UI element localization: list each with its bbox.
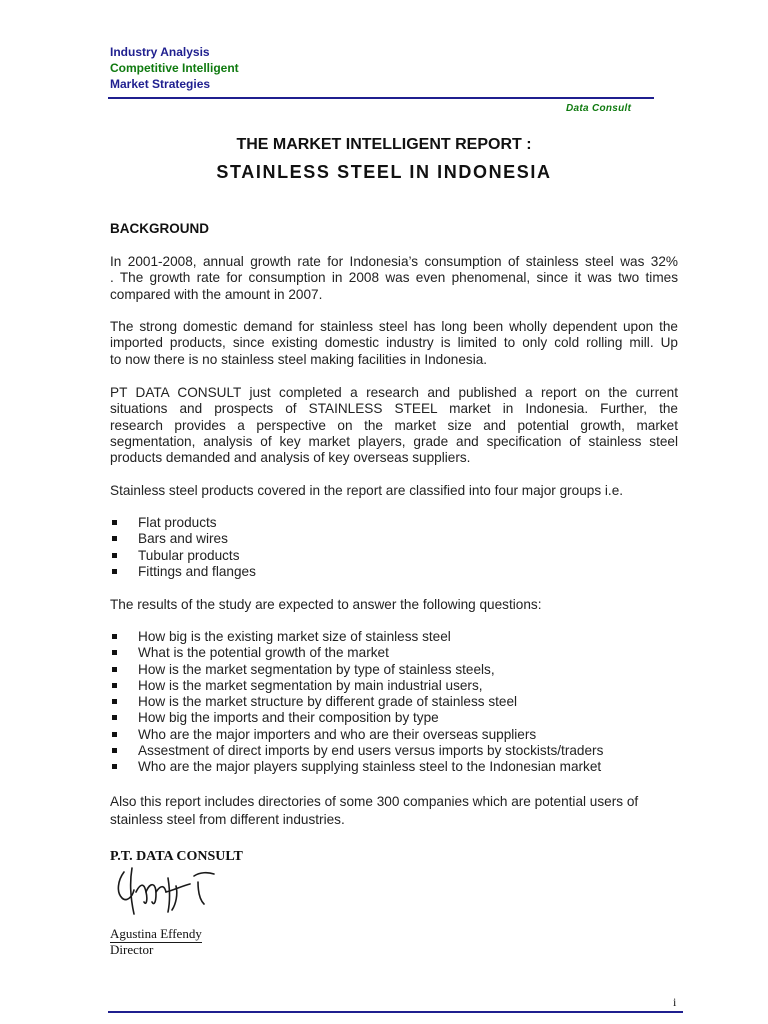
paragraph-line: PT DATA CONSULT just completed a research and published a report on the current — [110, 385, 678, 400]
paragraph-groups-intro — [110, 483, 678, 499]
list-item: Fittings and flanges — [110, 564, 690, 580]
report-subtitle: STAINLESS STEEL IN INDONESIA — [216, 162, 552, 182]
paragraph-line: products demanded and analysis of key overseas suppliers. — [110, 450, 471, 466]
paragraph-line: The results of the study are expected to answer the following questions: — [110, 597, 542, 612]
brand-logo-text: Data Consult — [566, 103, 632, 114]
paragraph-line: to now there is no stainless steel making facilities in Indonesia. — [110, 351, 488, 367]
questions-list — [110, 629, 690, 776]
paragraph-domestic-demand — [110, 319, 678, 368]
list-item: How is the market segmentation by type of stainless steels, — [110, 662, 690, 678]
paragraph-line: Stainless steel products covered in the report are classified into four major groups i.e. — [110, 483, 624, 498]
header-tag-competitive-intelligent: Competitive Intelligent — [110, 61, 239, 75]
paragraph-line: situations and prospects of STAINLESS STEEL market in Indonesia. Further, the — [110, 401, 678, 417]
list-item: Who are the major importers and who are their overseas suppliers — [110, 727, 690, 743]
paragraph-line: compared with the amount in 2007. — [110, 286, 323, 302]
section-heading-background: BACKGROUND — [110, 221, 209, 236]
list-item: What is the potential growth of the market — [110, 645, 690, 661]
paragraph-line: imported products, since existing domestic industry is limited to only cold rolling mill. Up — [110, 335, 678, 351]
company-name: P.T. DATA CONSULT — [110, 849, 243, 864]
paragraph-line: Also this report includes directories of some 300 companies which are potential users of — [110, 794, 639, 809]
list-item: How big is the existing market size of stainless steel — [110, 629, 690, 645]
paragraph-research — [110, 385, 678, 466]
header-tag-industry-analysis: Industry Analysis — [110, 45, 210, 59]
page-number: i — [673, 995, 677, 1009]
header-divider — [108, 97, 654, 99]
paragraph-line: research provides a perspective on the market size and potential growth, market — [110, 417, 678, 433]
paragraph-line: . The growth rate for consumption in 2008 was even phenomenal, since it was two times — [110, 270, 678, 286]
report-title: THE MARKET INTELLIGENT REPORT : — [236, 136, 532, 153]
paragraph-questions-intro — [110, 597, 678, 613]
list-item: How is the market segmentation by main industrial users, — [110, 678, 690, 694]
list-item: Assestment of direct imports by end users versus imports by stockists/traders — [110, 743, 690, 759]
list-item: How is the market structure by different grade of stainless steel — [110, 694, 690, 710]
paragraph-line: In 2001-2008, annual growth rate for Indonesia’s consumption of stainless steel was 32% — [110, 254, 678, 269]
signatory-role: Director — [110, 942, 154, 957]
list-item: Tubular products — [110, 548, 690, 564]
list-item: Flat products — [110, 515, 690, 531]
paragraph-directories — [110, 793, 678, 829]
paragraph-line: stainless steel from different industries. — [110, 812, 345, 827]
paragraph-line: The strong domestic demand for stainless steel has long been wholly dependent upon the — [110, 319, 678, 334]
signatory-name: Agustina Effendy — [110, 926, 202, 941]
product-groups-list — [110, 515, 690, 580]
list-item: How big the imports and their composition by type — [110, 710, 690, 726]
paragraph-line: segmentation, analysis of key market players, grade and specification of stainless steel — [110, 433, 678, 449]
footer-divider — [108, 1011, 683, 1013]
header-tag-market-strategies: Market Strategies — [110, 77, 211, 91]
list-item: Who are the major players supplying stainless steel to the Indonesian market — [110, 759, 690, 775]
paragraph-growth — [110, 254, 678, 303]
list-item: Bars and wires — [110, 531, 690, 547]
signature-image — [110, 862, 226, 924]
